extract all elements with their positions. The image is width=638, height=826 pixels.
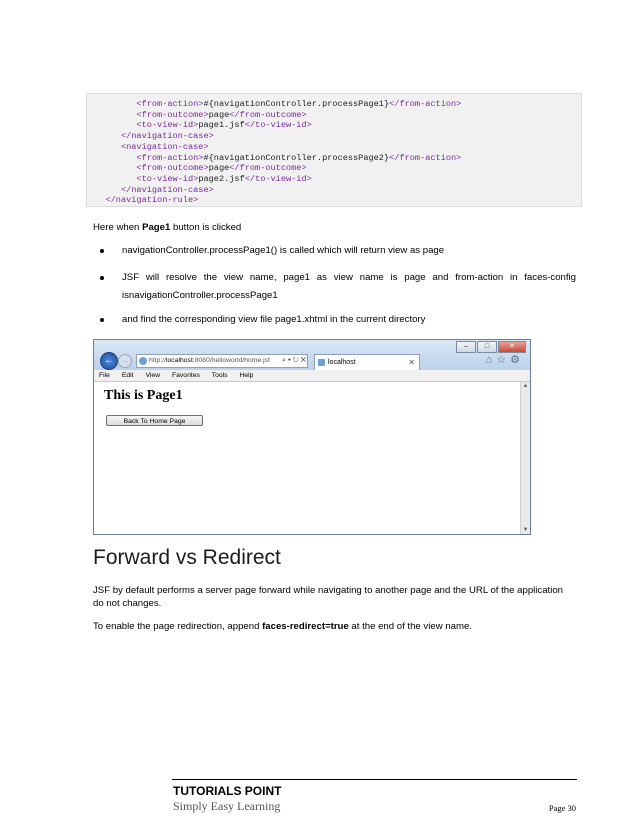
browser-titlebar bbox=[94, 340, 530, 370]
page-heading: This is Page1 bbox=[104, 388, 183, 403]
list-item: and find the corresponding view file page1.xhtml in the current directory bbox=[100, 313, 576, 327]
minimize-icon[interactable]: – bbox=[456, 341, 476, 353]
scroll-up-icon[interactable]: ▲ bbox=[522, 383, 529, 389]
back-to-home-button[interactable]: Back To Home Page bbox=[106, 415, 203, 426]
code-line: </navigation-case> bbox=[120, 131, 214, 142]
footer-divider bbox=[172, 779, 577, 780]
footer-brand: TUTORIALS POINT bbox=[173, 784, 282, 798]
close-icon[interactable]: ✕ bbox=[498, 341, 526, 353]
page-number: Page 30 bbox=[548, 803, 576, 813]
code-line: <from-action>#{navigationController.processPage1}</from-action> bbox=[136, 99, 462, 109]
forward-arrow-icon[interactable]: → bbox=[118, 354, 132, 368]
intro-paragraph: Here when Page1 button is clicked bbox=[93, 222, 242, 233]
browser-screenshot bbox=[93, 339, 531, 535]
footer-tagline: Simply Easy Learning bbox=[173, 799, 281, 813]
code-block bbox=[86, 93, 582, 207]
maximize-icon[interactable]: □ bbox=[477, 341, 497, 353]
list-item: navigationController.processPage1() is called which will return view as page bbox=[100, 244, 576, 258]
code-line: </navigation-rule> bbox=[105, 195, 199, 206]
menu-edit[interactable]: Edit bbox=[121, 372, 134, 379]
page-icon bbox=[139, 357, 147, 365]
code-line: <to-view-id>page1.jsf</to-view-id> bbox=[136, 120, 312, 131]
scrollbar[interactable] bbox=[520, 382, 530, 534]
bullet-icon bbox=[100, 249, 104, 253]
code-line: <to-view-id>page2.jsf</to-view-id> bbox=[136, 173, 312, 184]
code-line: <from-outcome>page</from-outcome> bbox=[136, 109, 307, 120]
list-item: JSF will resolve the view name, page1 as view name is page and from-action in faces-config isnavigationController.processPage1 bbox=[100, 271, 576, 305]
page-icon bbox=[318, 359, 325, 366]
code-line: </navigation-case> bbox=[120, 184, 214, 195]
bullet-icon bbox=[100, 276, 104, 280]
back-arrow-icon[interactable]: ← bbox=[100, 352, 118, 370]
menu-view[interactable]: View bbox=[145, 372, 161, 379]
menu-tools[interactable]: Tools bbox=[211, 372, 228, 379]
menu-file[interactable]: File bbox=[99, 372, 110, 379]
code-line: <navigation-case> bbox=[120, 141, 209, 152]
menu-bar bbox=[94, 370, 530, 382]
browser-content bbox=[94, 382, 520, 534]
section-heading: Forward vs Redirect bbox=[93, 546, 281, 569]
section-paragraph: To enable the page redirection, append faces-redirect=true at the end of the view name. bbox=[93, 621, 472, 632]
section-paragraph: JSF by default performs a server page forward while navigating to another page and the URL of the application do not changes. bbox=[93, 585, 564, 609]
code-line: <from-action>#{navigationController.processPage2}</from-action> bbox=[136, 152, 462, 163]
menu-help[interactable]: Help bbox=[239, 372, 254, 379]
address-tools[interactable]: ⌕ ▾ ↻ ✕ bbox=[282, 357, 306, 364]
window-controls bbox=[455, 341, 526, 353]
menu-favorites[interactable]: Favorites bbox=[171, 372, 200, 379]
address-bar[interactable]: http://localhost:8080/helloworld/home.jsf bbox=[136, 354, 308, 368]
scroll-down-icon[interactable]: ▼ bbox=[522, 527, 529, 533]
toolbar-icons[interactable]: ⌂☆⚙ bbox=[485, 354, 524, 366]
tab-close-icon[interactable]: ✕ bbox=[408, 358, 415, 367]
bullet-icon bbox=[100, 318, 104, 322]
code-line: <from-outcome>page</from-outcome> bbox=[136, 163, 307, 174]
browser-tab[interactable]: localhost ✕ bbox=[314, 354, 420, 370]
